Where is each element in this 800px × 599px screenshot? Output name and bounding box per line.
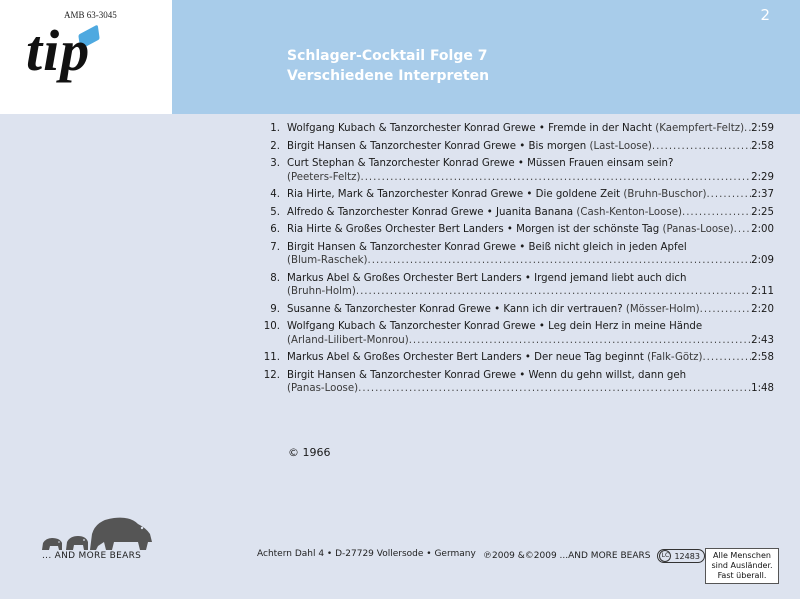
logo-box <box>0 0 172 114</box>
track-title: Birgit Hansen & Tanzorchester Konrad Grewe • Wenn du gehn willst, dann geh <box>287 369 687 381</box>
track-composer: (Bruhn-Buschor) <box>623 189 707 200</box>
dot-leader <box>734 223 752 237</box>
dot-leader <box>367 254 751 268</box>
track-row <box>258 157 774 184</box>
dot-leader <box>702 351 751 365</box>
track-duration: 2:59 <box>751 123 774 134</box>
track-title: Wolfgang Kubach & Tanzorchester Konrad Grewe • Fremde in der Nacht <box>287 123 652 134</box>
tip-logo: tip <box>26 18 91 83</box>
track-duration: 1:48 <box>751 383 774 394</box>
track-number: 1. <box>270 123 280 134</box>
catalog-number: AMB 63-3045 <box>64 10 117 20</box>
slogan-line: Fast überall. <box>717 571 767 580</box>
track-number: 8. <box>270 272 280 284</box>
dot-leader <box>744 122 751 136</box>
track-duration: 2:11 <box>751 286 774 297</box>
dot-leader <box>360 171 751 185</box>
track-row <box>258 241 774 268</box>
track-title: Markus Abel & Großes Orchester Bert Landers • Irgend jemand liebt auch dich <box>287 272 687 284</box>
dot-leader <box>700 303 752 317</box>
copyright-year: © 1966 <box>288 446 331 459</box>
track-row <box>258 223 774 237</box>
track-title: Susanne & Tanzorchester Konrad Grewe • Kann ich dir vertrauen? <box>287 303 623 315</box>
track-duration: 2:09 <box>751 255 774 266</box>
slogan-line: Alle Menschen <box>713 551 771 560</box>
dot-leader <box>682 206 751 220</box>
track-number: 5. <box>270 206 280 218</box>
track-row <box>258 320 774 347</box>
track-row <box>258 369 774 396</box>
track-composer: (Mösser-Holm) <box>625 303 700 315</box>
track-composer: (Panas-Loose) <box>287 383 359 394</box>
slogan-line: sind Ausländer. <box>711 561 773 570</box>
track-composer: (Panas-Loose) <box>662 224 734 235</box>
album-subtitle: Verschiedene Interpreten <box>287 68 490 84</box>
track-row <box>258 188 774 202</box>
track-number: 7. <box>270 241 280 253</box>
track-duration: 2:43 <box>751 334 774 346</box>
track-composer: (Falk-Götz) <box>647 352 703 363</box>
dot-leader <box>356 285 751 299</box>
dot-leader <box>706 188 751 202</box>
page-number: 2 <box>760 6 770 24</box>
label-code-badge <box>657 549 704 563</box>
track-number: 12. <box>263 369 280 381</box>
track-title: Ria Hirte & Großes Orchester Bert Landers • Morgen ist der schönste Tag <box>287 224 660 235</box>
track-composer: (Kaempfert-Feltz) <box>655 123 745 134</box>
track-duration: 2:37 <box>751 189 774 200</box>
rights-text: ℗2009 &©2009 ...AND MORE BEARS <box>483 551 651 561</box>
track-row <box>258 303 774 317</box>
dot-leader <box>409 334 751 348</box>
track-duration: 2:25 <box>751 206 774 218</box>
track-title: Markus Abel & Großes Orchester Bert Landers • Der neue Tag beginnt <box>287 352 644 363</box>
track-duration: 2:58 <box>751 140 774 152</box>
bears-logo-icon <box>38 512 158 552</box>
track-number: 3. <box>270 158 280 169</box>
album-title: Schlager-Cocktail Folge 7 <box>287 48 488 64</box>
track-number: 11. <box>263 352 280 363</box>
track-title: Curt Stephan & Tanzorchester Konrad Grewe • Müssen Frauen einsam sein? <box>287 158 674 169</box>
track-number: 9. <box>270 303 280 315</box>
track-title: Alfredo & Tanzorchester Konrad Grewe • Juanita Banana <box>287 206 574 218</box>
label-code: 12483 <box>674 551 700 561</box>
track-title: Birgit Hansen & Tanzorchester Konrad Grewe • Beiß nicht gleich in jeden Apfel <box>287 241 687 253</box>
dot-leader <box>358 382 751 396</box>
label-code-prefix: LC <box>659 550 671 562</box>
track-composer: (Bruhn-Holm) <box>287 286 356 297</box>
track-row <box>258 140 774 154</box>
track-number: 2. <box>270 140 280 152</box>
track-composer: (Arland-Lilibert-Monrou) <box>287 334 409 346</box>
track-title: Birgit Hansen & Tanzorchester Konrad Grewe • Bis morgen <box>287 140 587 152</box>
track-row <box>258 272 774 299</box>
track-duration: 2:00 <box>751 224 774 235</box>
track-row <box>258 122 774 136</box>
track-duration: 2:20 <box>751 303 774 315</box>
slogan-box <box>705 548 779 584</box>
track-composer: (Peeters-Feltz) <box>287 171 361 183</box>
track-number: 10. <box>263 321 280 332</box>
dot-leader <box>652 140 751 154</box>
track-composer: (Last-Loose) <box>589 140 652 152</box>
track-title: Wolfgang Kubach & Tanzorchester Konrad Grewe • Leg dein Herz in meine Hände <box>287 321 703 332</box>
track-number: 4. <box>270 189 280 200</box>
track-row <box>258 351 774 365</box>
header-band <box>172 0 800 114</box>
track-composer: (Blum-Raschek) <box>287 255 368 266</box>
track-row <box>258 206 774 220</box>
track-number: 6. <box>270 224 280 235</box>
rights-line <box>483 549 705 563</box>
track-duration: 2:58 <box>751 352 774 363</box>
track-duration: 2:29 <box>751 171 774 183</box>
label-address: Achtern Dahl 4 • D-27729 Vollersode • Germany <box>257 549 476 559</box>
track-list <box>258 122 774 400</box>
track-title: Ria Hirte, Mark & Tanzorchester Konrad Grewe • Die goldene Zeit <box>287 189 621 200</box>
track-composer: (Cash-Kenton-Loose) <box>576 206 682 218</box>
label-name: ... AND MORE BEARS <box>42 551 142 561</box>
